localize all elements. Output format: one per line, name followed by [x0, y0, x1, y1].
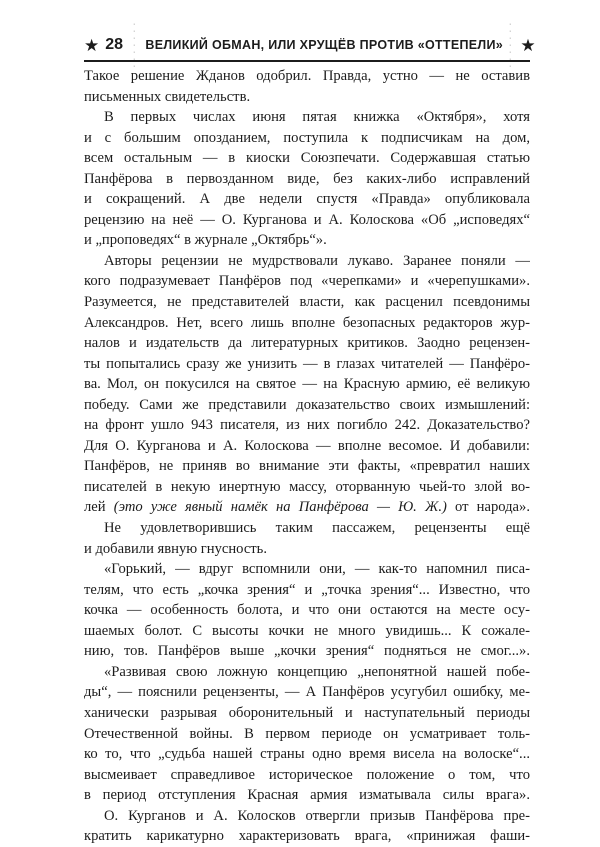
- text-line: письменных свидетельств.: [84, 88, 251, 105]
- text-line: налов и издательств да литературных критиков. Заодно рецензен-: [84, 335, 530, 352]
- text-line-with-emphasis: [84, 497, 530, 518]
- text-line: Такое решение Жданов одобрил. Правда, устно — не оставив: [84, 68, 530, 84]
- star-icon: ★: [84, 35, 100, 55]
- text-line: ва. Мол, он покусился на святое — на Красную армию, её великую: [84, 376, 530, 393]
- text-line: в период отступления Красная армия изматывала силы врага».: [84, 787, 530, 804]
- text-line: Не удовлетворившись таким пассажем, рецензенты ещё: [104, 520, 530, 537]
- text-line: О. Курганов и А. Колосков отвергли призыв Панфёрова пре-: [104, 807, 530, 824]
- text-line: высмеивает справедливое историческое положение о том, что: [84, 766, 530, 783]
- text-line: и сокращений. А две недели спустя «Правда» опубликовала: [84, 191, 530, 208]
- header-dots-left: · · · · · · ·: [133, 20, 137, 70]
- text-line: кочка — особенность болота, и что они остаются на месте осу-: [84, 602, 530, 619]
- text-line: ды“, — пояснили рецензенты, — А Панфёров усугубил ошибку, ме-: [84, 684, 530, 701]
- text-line: Отечественной войны. В первом периоде он усматривает толь-: [84, 725, 530, 742]
- text-line: ханически разрывая оборонительный и наступательный периоды: [84, 704, 530, 721]
- text-line: Разумеется, не представителей власти, как расценил псевдонимы: [84, 294, 530, 311]
- text-line: писателей в некую инертную массу, оторванную чьей-то злой во-: [84, 478, 530, 495]
- text-line: Панфёрова в первозданном виде, без каких-либо исправлений: [84, 170, 530, 187]
- text-line: кого подразумевает Панфёров под «черепками» и «черепушками».: [84, 273, 530, 290]
- text-line: Для О. Курганова и А. Колоскова — вполне весомое. И добавили:: [84, 437, 530, 454]
- text-line: и с большим опозданием, поступила к подписчикам на дом,: [84, 129, 530, 146]
- text-line: и „проповедях“ в журнале „Октябрь“».: [84, 232, 327, 249]
- text-line: «Горький, — вдруг вспомнили они, — как-то напомнил писа-: [104, 561, 530, 578]
- text-line: Александров. Нет, всего лишь вполне безопасных редакторов жур-: [84, 314, 530, 331]
- text-line: и добавили явную гнусность.: [84, 540, 267, 557]
- text-line: нию, тов. Панфёров выше „кочки зрения“ подняться не смог...».: [84, 643, 530, 660]
- text-run: от народа».: [455, 499, 530, 516]
- text-line: кратить карикатурно характеризовать врага, «принижая фаши-: [84, 828, 530, 845]
- text-line: ты попытались сразу же унизить — в глазах читателей — Панфёро-: [84, 355, 530, 372]
- star-icon: ★: [520, 35, 536, 55]
- page-number: 28: [105, 36, 124, 53]
- text-line: победу. Сами же представили доказательство своих измышлений:: [84, 396, 530, 413]
- text-run: лей: [84, 499, 106, 516]
- text-line: Панфёров, не приняв во внимание эти факты, «превратил наших: [84, 458, 530, 475]
- text-line: В первых числах июня пятая книжка «Октября», хотя: [104, 109, 530, 126]
- text-line: Авторы рецензии не мудрствовали лукаво. Заранее поняли —: [104, 252, 530, 269]
- text-line: на фронт ушло 943 писателя, из них погибло 242. Доказательство?: [84, 417, 530, 434]
- editor-note: (это уже явный намёк на Панфёрова — Ю. Ж.): [113, 499, 447, 516]
- text-line: шаемых болот. С высоты кочки не много увидишь... К сожале-: [84, 622, 530, 639]
- text-line: всем остальным — в киоски Союзпечати. Содержавшая статью: [84, 150, 530, 167]
- text-line: «Развивая свою ложную концепцию „непонятной нашей побе-: [104, 663, 530, 680]
- text-line: телям, что есть „кочка зрения“ и „точка зрения“... Известно, что: [84, 581, 530, 598]
- header-dots-right: · · · · · · ·: [509, 20, 513, 70]
- text-line: ко то, что „судьба нашей страны одно время висела на волоске“...: [84, 746, 530, 763]
- running-title: ВЕЛИКИЙ ОБМАН, ИЛИ ХРУЩЁВ ПРОТИВ «ОТТЕПЕЛИ»: [145, 38, 504, 52]
- text-line: рецензию на неё — О. Курганова и А. Колоскова «Об „исповедях“: [84, 211, 530, 228]
- running-header: [84, 20, 536, 70]
- page-body: [84, 66, 530, 847]
